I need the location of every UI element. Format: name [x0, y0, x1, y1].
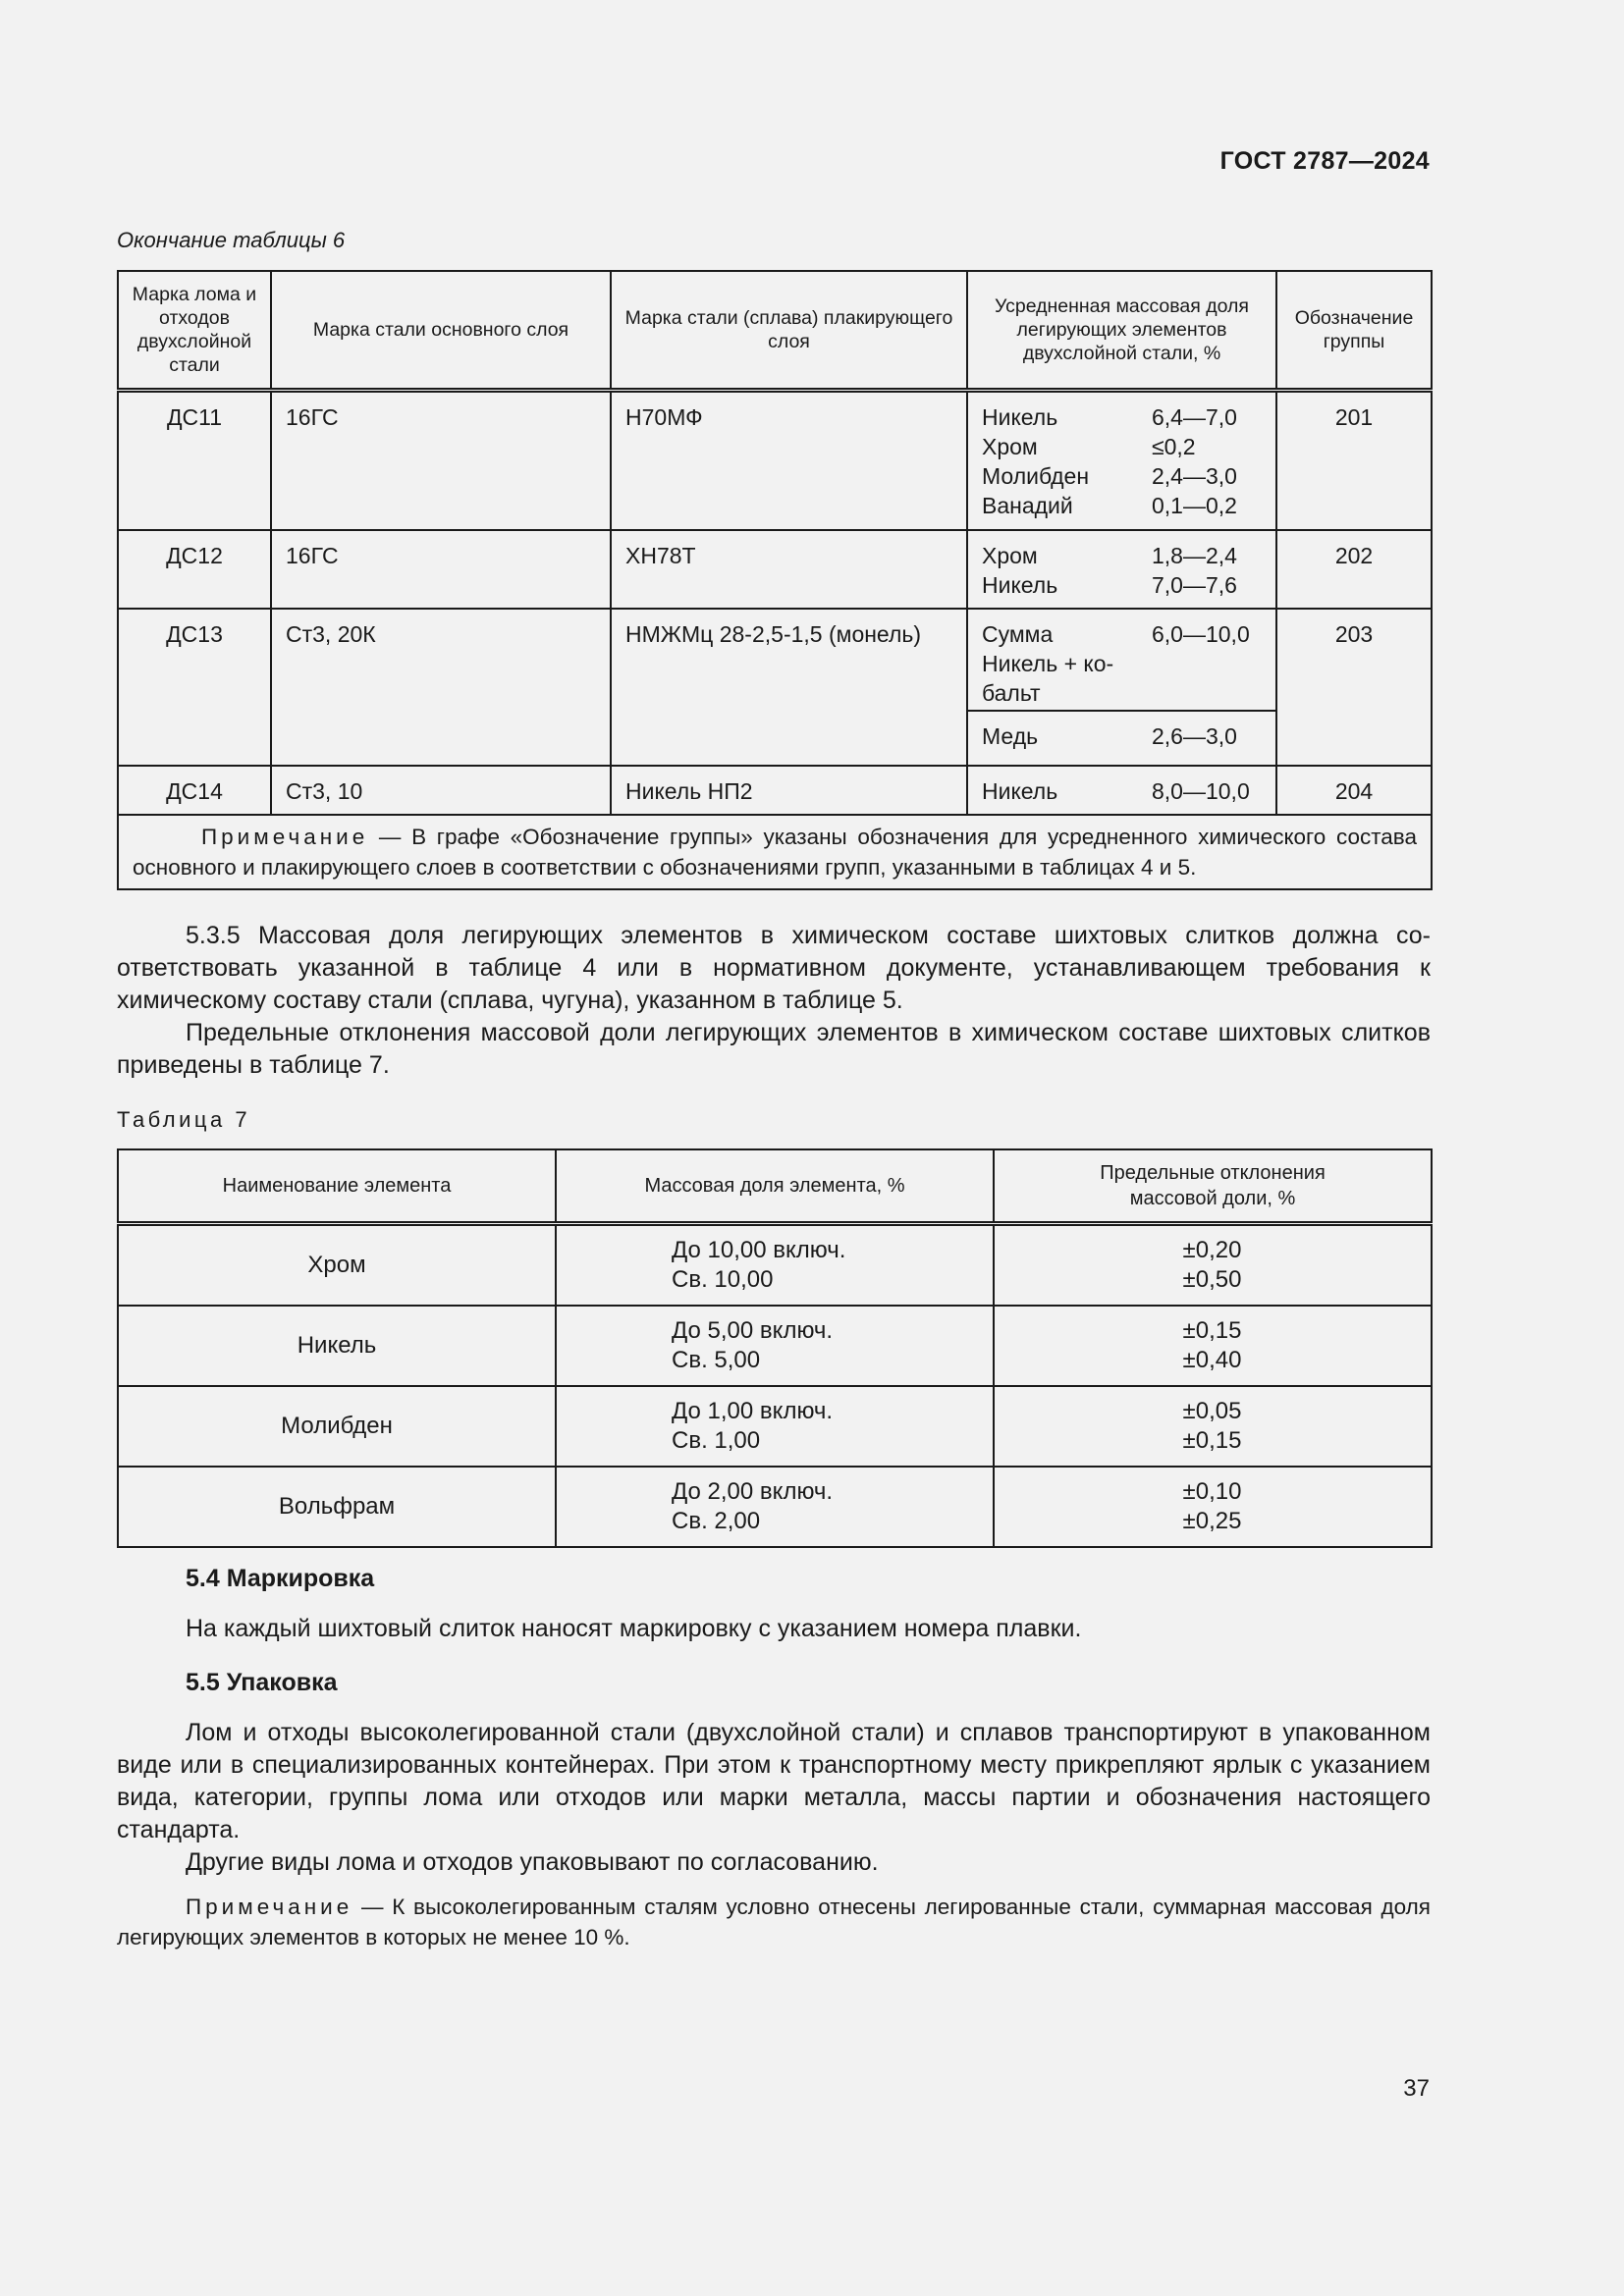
table6-col-grade: Марка лома и отходов двухслойной стали	[118, 271, 271, 391]
element-name-line: Медь	[982, 722, 1039, 749]
cell-clad: ХН78Т	[611, 530, 967, 609]
element-name-line: Сумма	[982, 620, 1054, 647]
paragraph: 5.3.5 Массовая доля легирующих элементов в химическом составе шихтовых слитков должна соответствовать указанной в таблице 4 или в нормативном документе, устанавливающем требования к химическому составу стали (сплава, чугуна), указанном в таблице 5.	[117, 922, 1431, 1014]
element-value: 6,4—7,0	[1152, 404, 1237, 430]
paragraph: Предельные отклонения массовой доли легирующих элементов в химическом составе шихтовых слитков приведены в таблице 7.	[117, 1019, 1431, 1079]
cell-composition	[967, 530, 1276, 609]
cell-base: Ст3, 10	[271, 766, 611, 815]
cell-mass: До 10,00 включ. Св. 10,00	[556, 1224, 994, 1307]
cell-element: Хром	[118, 1224, 556, 1307]
table6-col-base: Марка стали основного слоя	[271, 271, 611, 391]
table6-caption: Окончание таблицы 6	[117, 228, 346, 252]
table6-col-group: Обозначение группы	[1276, 271, 1432, 391]
table-row	[118, 391, 1432, 530]
table-row	[118, 1224, 1432, 1307]
page-number: 37	[1403, 2075, 1430, 2102]
table6-note	[118, 815, 1432, 889]
cell-base: 16ГС	[271, 530, 611, 609]
table-row	[118, 766, 1432, 815]
document-header: ГОСТ 2787—2024	[1219, 147, 1430, 175]
cell-element: Никель	[118, 1306, 556, 1386]
note-label: Примечание	[186, 1895, 353, 1919]
paragraph: Лом и отходы высоколегированной стали (двухслойной стали) и сплавов транспортируют в упакованном виде или в специализированных контейнерах. При этом к транспортному месту прикрепляют ярлык с указанием вида, категории, группы лома или отходов или марки металла, массы партии и обозначения настоящего стандарта.	[117, 1719, 1431, 1843]
cell-grade: ДС13	[118, 609, 271, 766]
cell-deviation: ±0,05 ±0,15	[994, 1386, 1432, 1467]
cell-group: 202	[1276, 530, 1432, 609]
cell-grade: ДС12	[118, 530, 271, 609]
element-name: Молибден	[982, 463, 1090, 489]
note-text: — К высоколегированным сталям условно отнесены легированные стали, суммарная массовая доля легирующих элементов в которых не менее 10 %.	[117, 1895, 1431, 1949]
cell-composition	[967, 609, 1276, 766]
table-6	[117, 270, 1433, 890]
table7-caption: Таблица 7	[117, 1107, 251, 1132]
section-5-5-heading: 5.5 Упаковка	[186, 1669, 338, 1696]
cell-clad: Н70МФ	[611, 391, 967, 530]
table6-col-clad: Марка стали (сплава) плакирующего слоя	[611, 271, 967, 391]
element-value: ≤0,2	[1152, 434, 1196, 459]
section-5-5	[117, 1717, 1431, 1879]
cell-composition	[967, 766, 1276, 815]
cell-element: Молибден	[118, 1386, 556, 1467]
element-value: 7,0—7,6	[1152, 571, 1237, 598]
element-value: 2,6—3,0	[1152, 722, 1237, 749]
table-row	[118, 1386, 1432, 1467]
paragraph: Другие виды лома и отходов упаковывают по согласованию.	[186, 1848, 879, 1876]
cell-mass: До 1,00 включ. Св. 1,00	[556, 1386, 994, 1467]
cell-element: Вольфрам	[118, 1467, 556, 1547]
element-value: 2,4—3,0	[1152, 463, 1237, 489]
note-label: Примечание	[201, 824, 369, 849]
section-5-4-heading: 5.4 Маркировка	[186, 1565, 375, 1592]
element-name: Хром	[982, 542, 1038, 568]
cell-grade: ДС11	[118, 391, 271, 530]
cell-mass: До 5,00 включ. Св. 5,00	[556, 1306, 994, 1386]
section-5-3-5	[117, 920, 1431, 1082]
element-name: Никель	[982, 404, 1058, 430]
cell-mass: До 2,00 включ. Св. 2,00	[556, 1467, 994, 1547]
element-value: 8,0—10,0	[1152, 777, 1250, 804]
note-text: — В графе «Обозначение группы» указаны обозначения для усредненного химического состава основного и плакирующего слоев в соответствии с обозначениями групп, указанными в таблицах 4 и 5.	[133, 824, 1417, 880]
element-name: Никель	[982, 571, 1058, 598]
element-value: 1,8—2,4	[1152, 542, 1237, 568]
cell-grade: ДС14	[118, 766, 271, 815]
cell-base: 16ГС	[271, 391, 611, 530]
cell-deviation: ±0,15 ±0,40	[994, 1306, 1432, 1386]
cell-base: Ст3, 20К	[271, 609, 611, 766]
paragraph: На каждый шихтовый слиток наносят маркировку с указанием номера плавки.	[186, 1615, 1082, 1642]
table7-col-element: Наименование элемента	[118, 1149, 556, 1224]
table7-col-mass: Массовая доля элемента, %	[556, 1149, 994, 1224]
cell-deviation: ±0,10 ±0,25	[994, 1467, 1432, 1547]
element-name: Никель	[982, 777, 1058, 804]
table-7	[117, 1148, 1433, 1548]
table-row	[118, 1467, 1432, 1547]
element-name-line: Никель + ко-	[982, 650, 1114, 676]
section-5-4	[117, 1613, 1431, 1645]
table6-note-row	[118, 815, 1432, 889]
table-row	[118, 1306, 1432, 1386]
cell-composition	[967, 391, 1276, 530]
element-name: Ванадий	[982, 493, 1073, 518]
cell-clad: НМЖМц 28-2,5-1,5 (монель)	[611, 609, 967, 766]
table-row	[118, 530, 1432, 609]
cell-group: 204	[1276, 766, 1432, 815]
cell-deviation: ±0,20 ±0,50	[994, 1224, 1432, 1307]
table7-header-row	[118, 1149, 1432, 1224]
cell-group: 203	[1276, 609, 1432, 766]
element-value: 0,1—0,2	[1152, 493, 1237, 518]
table6-header-row	[118, 271, 1432, 391]
cell-group: 201	[1276, 391, 1432, 530]
element-value: 6,0—10,0	[1152, 620, 1250, 647]
cell-clad: Никель НП2	[611, 766, 967, 815]
table7-col-deviation: Предельные отклонения массовой доли, %	[994, 1149, 1432, 1224]
element-name-line: бальт	[982, 679, 1041, 706]
table-row	[118, 609, 1432, 766]
section-5-5-note	[117, 1892, 1431, 1952]
element-name: Хром	[982, 434, 1038, 459]
table6-col-composition: Усредненная массовая доля легирующих элементов двухслойной стали, %	[967, 271, 1276, 391]
